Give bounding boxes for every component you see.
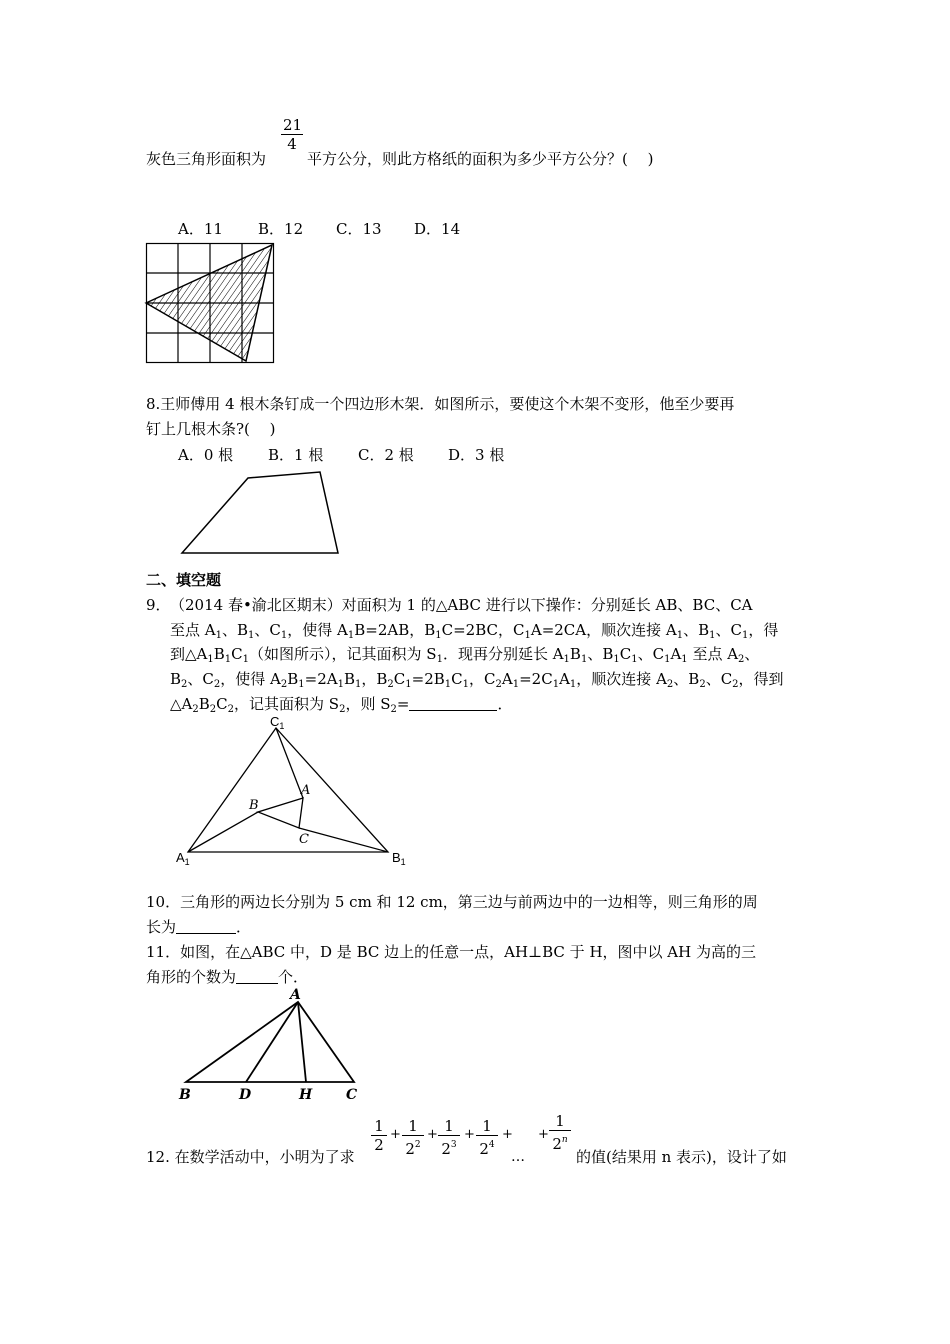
text-part: B [213,645,225,663]
q12-fraction-n: $\frac{1}{2^n}$ [549,1112,571,1153]
q10-line2-after: ． [236,918,252,936]
q12-fraction-3: $\frac{1}{2^3}$ [438,1117,460,1158]
label-c1: $C_1$ [270,714,285,731]
triangle-abc [186,1002,354,1082]
subscript: 2 [192,704,199,715]
subscript: 1 [512,679,520,690]
text-part: A [559,670,570,688]
label-b: B [249,798,259,813]
text-part: 、B [673,670,700,688]
q9-line4 [170,668,784,690]
subscript: 1 [215,630,222,641]
q7-option-b: B．12 [258,220,304,238]
label-c: C [299,832,309,847]
text-part: B [287,670,299,688]
q7-option-d: D．14 [414,220,461,238]
triangle-a1b1c1 [188,728,388,852]
plus-sign: + [390,1127,401,1142]
q11-line2-before: 角形的个数为 [146,968,237,986]
q8-line2: 钉上几根木条?( ) [146,420,276,438]
text-part: ，得到 [738,670,784,688]
text-part: 、B [221,621,249,639]
q11-line1: 11．如图，在△ABC 中，D 是 BC 边上的任意一点，AH⊥BC 于 H，图中以 AH 为高的三 [146,943,756,961]
plus-sign: + [427,1127,438,1142]
text-part: A [501,670,513,688]
segment-ah [298,1002,306,1082]
subscript: 1 [207,654,214,665]
subscript: 1 [524,630,531,641]
text-part: B [198,695,210,713]
q12-fraction-1: $\frac{1}{2}$ [371,1117,387,1154]
ellipsis: … [511,1149,525,1165]
segment-a1-b [188,812,258,852]
q12-text-before: 12. 在数学活动中，小明为了求 [146,1148,355,1166]
text-part: =2A [304,670,338,688]
subscript: 2 [280,679,288,690]
q8-option-b: B．1 根 [268,446,324,464]
subscript: 1 [709,630,716,641]
q9-line5-text [170,695,409,713]
plus-sign: + [464,1127,475,1142]
fraction-denominator: 4 [287,135,297,153]
subscript: 2 [732,679,739,690]
q7-options [178,218,460,239]
label-a: A [301,783,311,798]
q7-grid-figure [146,243,274,363]
subscript: 1 [631,654,638,665]
text-part: C [231,645,243,663]
q10-line2 [146,916,251,937]
q9-line3 [170,643,759,665]
q12-fraction-2: $\frac{1}{2^2}$ [402,1117,424,1158]
q8-option-d: D．3 根 [448,446,505,464]
text-part: C [451,670,463,688]
subscript: 2 [738,654,745,665]
q7-text-before: 灰色三角形面积为 [146,150,267,168]
q8-option-c: C．2 根 [358,446,414,464]
text-part: 、C [187,670,214,688]
subscript: 1 [435,630,442,641]
q9-number: 9． [146,596,171,614]
subscript: 2 [227,704,235,715]
q12-fraction-4: $\frac{1}{2^4}$ [476,1117,498,1158]
subscript: 2 [339,704,346,715]
subscript: 1 [248,630,255,641]
subscript: 1 [741,630,749,641]
segment-ad [246,1002,298,1082]
label-a1: $A_1$ [176,850,190,867]
q8-options [178,444,504,465]
text-part: B=2AB，B [354,621,436,639]
label-h: H [299,1087,313,1103]
section-title: 二、填空题 [146,571,222,589]
text-part: 、C [254,621,281,639]
text-part: C [216,695,228,713]
q8-quadrilateral-figure [180,470,342,556]
text-part: 、B [683,621,710,639]
q9-line1: （2014 春•渝北区期末）对面积为 1 的△ABC 进行以下操作：分别延长 AB、BC、CA [170,596,753,614]
subscript: 1 [563,654,570,665]
q7-option-c: C．13 [336,220,382,238]
text-part: ，使得 A [287,621,348,639]
label-d: D [239,1087,252,1103]
subscript: 2 [699,679,706,690]
shaded-triangle [146,245,272,361]
subscript: 1 [436,654,443,665]
text-part: C [393,670,406,688]
text-part: 至点 A [687,645,739,663]
text-part: 、C [715,621,742,639]
answer-blank[interactable] [176,919,236,934]
label-b1: $B_1$ [392,850,406,867]
subscript: 1 [347,630,355,641]
q9-triangle-figure [170,714,406,867]
text-part: = [396,695,410,713]
text-part: 到△A [170,645,208,663]
text-part: ．现再分别延长 A [442,645,564,663]
subscript: 1 [580,654,588,665]
text-part: △A [170,695,193,713]
subscript: 1 [405,679,412,690]
triangle-abc [258,798,303,828]
text-part: ，则 S [345,695,391,713]
quadrilateral-frame [182,472,338,553]
text-part: =2B [411,670,445,688]
q7-option-a: A．11 [178,220,223,238]
plus-sign: + [538,1127,549,1142]
subscript: 1 [664,654,671,665]
text-part: 、B [587,645,614,663]
text-part: A [670,645,682,663]
q9-line2 [170,619,778,641]
subscript: 2 [213,679,221,690]
subscript: 1 [681,654,688,665]
text-part: C [619,645,632,663]
subscript: 1 [444,679,452,690]
answer-blank[interactable] [236,969,278,984]
q9-line5-end: ． [497,695,513,713]
text-part: ，记其面积为 S [234,695,340,713]
text-part: 、C [705,670,733,688]
q9-line5 [170,693,512,715]
q8-option-a: A．0 根 [178,446,234,464]
label-c: C [346,1087,358,1103]
answer-blank[interactable] [409,696,497,711]
subscript: 2 [181,679,188,690]
subscript: 2 [387,679,394,690]
q11-line2 [146,966,308,987]
text-part: ，得 [748,621,779,639]
plus-sign: + [502,1127,513,1142]
fraction-numerator: 21 [283,116,303,134]
subscript: 1 [337,679,344,690]
subscript: 1 [242,654,250,665]
label-a: A [290,987,301,1003]
subscript: 1 [355,679,362,690]
text-part: ，C [469,670,496,688]
q10-line1: 10．三角形的两边长分别为 5 cm 和 12 cm，第三边与前两边中的一边相等，则三角形的周 [146,893,758,911]
subscript: 1 [613,654,620,665]
subscript: 2 [495,679,502,690]
segment-c1-a [276,728,303,798]
text-part: 、C [637,645,665,663]
text-part: （如图所示），记其面积为 S [249,645,437,663]
subscript: 1 [552,679,560,690]
text-part: C=2BC，C [441,621,525,639]
text-part: A=2CA，顺次连接 A [530,621,677,639]
subscript: 1 [298,679,305,690]
text-part: ，顺次连接 A [576,670,667,688]
subscript: 1 [224,654,232,665]
subscript: 2 [390,704,397,715]
q12-text-after: 的值(结果用 n 表示)，设计了如 [576,1148,787,1166]
subscript: 1 [462,679,470,690]
q11-line2-after: 个． [278,968,309,986]
subscript: 2 [209,704,217,715]
q11-triangle-figure [176,986,366,1106]
subscript: 2 [666,679,674,690]
q10-line2-before: 长为 [146,918,177,936]
text-part: B [569,645,581,663]
q7-text-after: 平方公分，则此方格纸的面积为多少平方公分？( ) [307,150,654,168]
subscript: 1 [569,679,577,690]
subscript: 1 [676,630,684,641]
text-part: =2C [519,670,553,688]
segment-b1-c [299,828,388,852]
text-part: ，使得 A [220,670,281,688]
subscript: 1 [280,630,288,641]
q8-line1: 8.王师傅用 4 根木条钉成一个四边形木架．如图所示，要使这个木架不变形，他至少要再 [146,395,735,413]
text-part: B [170,670,182,688]
text-part: B [343,670,356,688]
fraction-21-over-4 [281,116,303,153]
text-part: ，B [361,670,388,688]
text-part: 至点 A [170,621,216,639]
label-b: B [179,1087,191,1103]
text-part: 、 [744,645,760,663]
